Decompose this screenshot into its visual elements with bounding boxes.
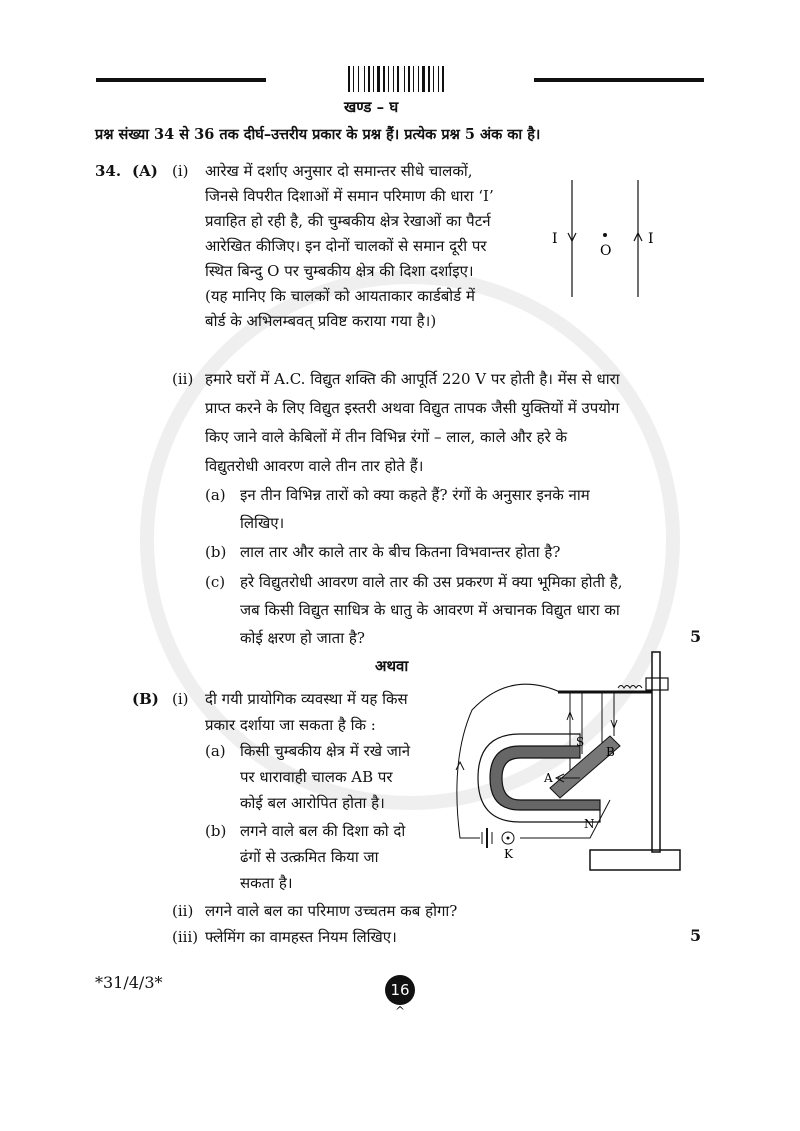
stand-rod xyxy=(652,652,660,852)
label-right-current: I xyxy=(648,231,654,247)
barcode-bar xyxy=(408,66,410,92)
part-b-iii-label: (iii) xyxy=(172,928,199,946)
text-line: जब किसी विद्युत साधित्र के धातु के आवरण में अचानक विद्युत धारा का xyxy=(240,601,620,619)
label-n: N xyxy=(584,817,595,831)
label-b: B xyxy=(606,745,615,759)
text-line: प्राप्त करने के लिए विद्युत इस्तरी अथवा विद्युत तापक जैसी युक्तियों में उपयोग xyxy=(205,399,620,417)
text-line: पर धारावाही चालक AB पर xyxy=(240,768,393,786)
section-instruction: प्रश्न संख्या 34 से 36 तक दीर्घ–उत्तरीय प्रकार के प्रश्न हैं। प्रत्येक प्रश्न 5 अंक का है। xyxy=(95,126,541,143)
barcode-bar xyxy=(428,66,430,92)
sub-a-label: (a) xyxy=(205,742,226,760)
text-line: हरे विद्युतरोधी आवरण वाले तार की उस प्रकरण में क्या भूमिका होती है, xyxy=(240,573,623,591)
barcode-bar xyxy=(348,66,350,92)
text-line: (यह मानिए कि चालकों को आयताकार कार्डबोर्ड में xyxy=(205,287,475,305)
label-point-o: O xyxy=(600,243,612,259)
text-line: किसी चुम्बकीय क्षेत्र में रखे जाने xyxy=(240,742,411,760)
text-line: कोई क्षरण हो जाता है? xyxy=(240,629,365,647)
sub-b-label: (b) xyxy=(205,822,227,840)
stand-base xyxy=(590,850,680,870)
text-line: लिखिए। xyxy=(240,514,285,532)
part-b-ii-label: (ii) xyxy=(172,902,194,920)
text-line: आरेख में दर्शाए अनुसार दो समान्तर सीधे चालकों, xyxy=(205,162,473,180)
spring-coil xyxy=(618,686,642,689)
part-b-i-label: (i) xyxy=(172,690,189,708)
barcode-bar xyxy=(413,66,414,92)
text-line: बोर्ड के अभिलम्बवत् प्रविष्ट कराया गया है।) xyxy=(205,312,437,330)
caret-mark: ^ xyxy=(395,1004,406,1018)
text-line: प्रकार दर्शाया जा सकता है कि : xyxy=(205,716,376,734)
text-line: प्रवाहित हो रही है, की चुम्बकीय क्षेत्र रेखाओं का पैटर्न xyxy=(205,212,491,230)
barcode-bar xyxy=(438,66,439,92)
barcode-bar xyxy=(388,66,389,92)
marks-b: 5 xyxy=(690,926,702,945)
sub-b-label: (b) xyxy=(205,543,227,561)
barcode-bar xyxy=(368,66,370,92)
part-a-label: (A) xyxy=(132,162,158,180)
marks-a: 5 xyxy=(690,627,702,646)
or-text: अथवा xyxy=(375,657,409,675)
label-a: A xyxy=(544,771,553,785)
barcode-bar xyxy=(422,66,425,92)
magnet-experiment-diagram xyxy=(450,650,690,880)
text-line: किए जाने वाले केबिलों में तीन विभिन्न रंगों – लाल, काले और हरे के xyxy=(205,428,568,446)
text-line: स्थित बिन्दु O पर चुम्बकीय क्षेत्र की दिशा दर्शाइए। xyxy=(205,262,474,280)
arrow-up-icon xyxy=(456,762,464,770)
barcode-bar xyxy=(418,66,419,92)
part-a-i-label: (i) xyxy=(172,162,189,180)
text-line: सकता है। xyxy=(240,874,293,892)
text-line: लगने वाले बल का परिमाण उच्चतम कब होगा? xyxy=(205,902,458,920)
barcode-bar xyxy=(358,66,359,92)
barcode-bar xyxy=(442,66,444,92)
header-rule-right xyxy=(534,78,704,82)
text-line: कोई बल आरोपित होता है। xyxy=(240,794,385,812)
text-line: ढंगों से उत्क्रमित किया जा xyxy=(240,848,379,866)
question-number: 34. xyxy=(95,162,122,180)
text-line: विद्युतरोधी आवरण वाले तीन तार होते हैं। xyxy=(205,457,424,475)
barcode-bar xyxy=(377,66,380,92)
barcode-bar xyxy=(404,66,405,92)
header-rule-left xyxy=(96,78,266,82)
barcode-bar xyxy=(433,66,434,92)
part-a-ii-label: (ii) xyxy=(172,370,194,388)
label-k: K xyxy=(504,847,513,861)
point-o xyxy=(603,233,607,237)
part-b-label: (B) xyxy=(132,690,159,708)
text-line: आरेखित कीजिए। इन दोनों चालकों से समान दूरी पर xyxy=(205,237,487,255)
key-dot xyxy=(507,837,510,840)
text-line: दी गयी प्रायोगिक व्यवस्था में यह किस xyxy=(205,690,408,708)
sub-c-label: (c) xyxy=(205,573,226,591)
barcode xyxy=(348,66,452,92)
text-line: जिनसे विपरीत दिशाओं में समान परिमाण की धारा ‘I’ xyxy=(205,187,494,205)
barcode-bar xyxy=(383,66,385,92)
page-number: 16 xyxy=(385,975,415,1005)
barcode-bar xyxy=(393,66,394,92)
label-left-current: I xyxy=(552,231,558,247)
barcode-bar xyxy=(364,66,365,92)
parallel-conductors-diagram xyxy=(540,175,670,305)
barcode-bar xyxy=(397,66,399,92)
sub-a-label: (a) xyxy=(205,486,226,504)
barcode-bar xyxy=(373,66,374,92)
paper-code: *31/4/3* xyxy=(95,973,163,992)
text-line: इन तीन विभिन्न तारों को क्या कहते हैं? रंगों के अनुसार इनके नाम xyxy=(240,486,590,504)
text-line: हमारे घरों में A.C. विद्युत शक्ति की आपूर्ति 220 V पर होती है। मेंस से धारा xyxy=(205,370,620,388)
text-line: लगने वाले बल की दिशा को दो xyxy=(240,822,406,840)
clamp xyxy=(646,678,668,690)
section-title: खण्ड – घ xyxy=(344,98,399,116)
label-s: S xyxy=(576,735,585,749)
text-line: फ्लेमिंग का वामहस्त नियम लिखिए। xyxy=(205,928,397,946)
barcode-bar xyxy=(353,66,354,92)
text-line: लाल तार और काले तार के बीच कितना विभवान्तर होता है? xyxy=(240,543,561,561)
